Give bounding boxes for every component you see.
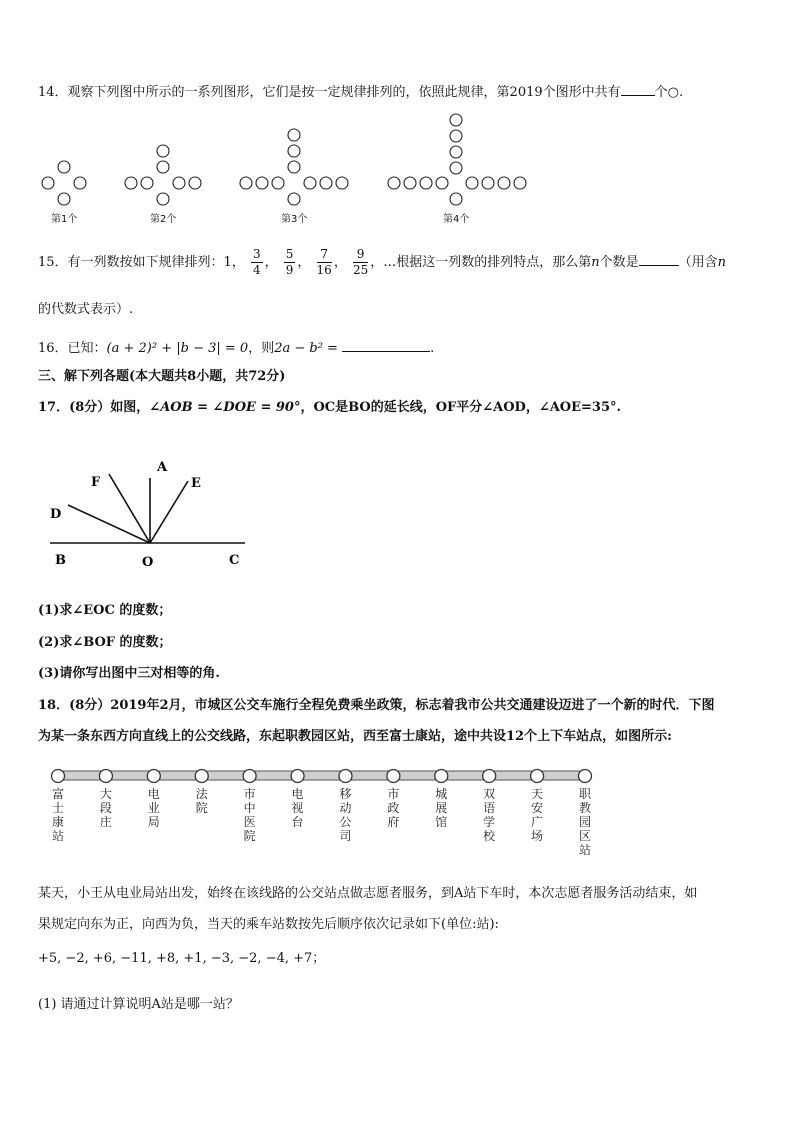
station-label: 大段庄 <box>99 787 112 829</box>
q17-text-after: ，OC是BO的延长线，OF平分∠AOD，∠AOE=35°. <box>300 400 622 415</box>
point-o-label: O <box>142 555 154 570</box>
q15-var-n: n <box>591 255 600 270</box>
q18-para1-line2: 果规定向东为正，向西为负，当天的乘车站数按先后顺序依次记录如下(单位:站): <box>38 917 499 932</box>
q17-sub3: (3)请你写出图中三对相等的角. <box>38 666 220 681</box>
q17-sub2: (2)求∠BOF 的度数； <box>38 635 172 650</box>
q14-fig1-circle <box>42 177 54 189</box>
route-band <box>58 771 585 780</box>
bus-route-figure <box>0 760 794 790</box>
bus-stop-marker <box>243 770 256 783</box>
bus-stop-marker <box>579 770 592 783</box>
q14-fig2-circle <box>157 161 169 173</box>
point-d-label: D <box>50 507 62 522</box>
q14-fig3-circle <box>288 161 300 173</box>
q14-fig2-circle <box>141 177 153 189</box>
q14-fig4-circle <box>420 177 432 189</box>
station-label: 电业局 <box>147 787 160 829</box>
section-heading: 三、解下列各题(本大题共8小题，共72分) <box>38 369 286 384</box>
q14-fig4-circle <box>404 177 416 189</box>
q14-fig3-circle <box>288 145 300 157</box>
q15-text: 15．有一列数按如下规律排列：1， $\frac{3}{4}$ ， $\frac{5}{9}$ ， $\frac{7}{16}$ ， $\frac{9}{25}$ ，…根据这一列数的排列特点，那么第n个数是 （用含n <box>38 247 727 277</box>
q14-text <box>38 83 683 102</box>
station-label: 移动公司 <box>339 787 352 843</box>
q14-fig1-label: 第1个 <box>51 214 78 225</box>
point-e-label: E <box>191 476 201 491</box>
q15-text-before: 15．有一列数按如下规律排列：1， <box>38 255 245 270</box>
bus-stop-marker <box>531 770 544 783</box>
q15-text-line2: 的代数式表示）. <box>38 302 134 317</box>
q14-fig4-circle <box>466 177 478 189</box>
q14-fig1-circle <box>58 193 70 205</box>
bus-stop-marker <box>483 770 496 783</box>
station-label: 市政府 <box>387 787 400 829</box>
q14-fig2-circle <box>157 145 169 157</box>
q14-fig1-circle <box>58 161 70 173</box>
q16-text-before: 16．已知： <box>38 341 107 356</box>
q15-fraction: $\frac{9}{25}$ <box>352 247 369 277</box>
q16-answer-blank[interactable] <box>342 339 430 352</box>
q15-var-n: n <box>717 255 727 270</box>
q18-para1-line1: 某天，小王从电业局站出发，始终在该线路的公交站点做志愿者服务，到A站下车时，本次志愿者服务活动结束，如 <box>38 886 698 901</box>
q14-fig3-circle <box>288 129 300 141</box>
q14-fig3-circle <box>288 193 300 205</box>
q14-fig3-circle <box>256 177 268 189</box>
q14-fig4-circle <box>436 177 448 189</box>
station-label: 电视台 <box>291 787 304 829</box>
q14-text-before: 14．观察下列图中所示的一系列图形，它们是按一定规律排列的，依照此规律，第2019个图形中共有 <box>38 85 621 100</box>
q14-fig2-circle <box>125 177 137 189</box>
q17-angle-eq: ∠AOB = ∠DOE = 90° <box>149 400 301 415</box>
q14-fig4-circle <box>388 177 400 189</box>
q14-fig3-circle <box>304 177 316 189</box>
station-label: 双语学校 <box>483 787 496 843</box>
q14-fig3-label: 第3个 <box>281 214 308 225</box>
q15-fraction: $\frac{7}{16}$ <box>316 247 332 277</box>
q17-text <box>38 399 621 417</box>
bus-stop-marker <box>339 770 352 783</box>
q14-fig4-label: 第4个 <box>443 214 470 225</box>
station-label: 富士康站 <box>51 787 64 843</box>
q17-figure <box>0 450 300 580</box>
q14-fig3-circle <box>320 177 332 189</box>
q14-fig1-circle <box>74 177 86 189</box>
station-label: 法院 <box>195 787 208 815</box>
ray-oe <box>150 481 188 543</box>
q17-sub1: (1)求∠EOC 的度数； <box>38 603 172 618</box>
q18-sub1: (1) 请通过计算说明A站是哪一站？ <box>38 997 239 1012</box>
q14-fig3-circle <box>272 177 284 189</box>
q16-text <box>38 339 434 358</box>
q14-figure <box>0 110 794 225</box>
ray-od <box>68 505 150 543</box>
q14-fig4-circle <box>498 177 510 189</box>
q14-fig4-circle <box>450 130 462 142</box>
q14-fig2-circle <box>157 193 169 205</box>
point-a-label: A <box>157 460 168 475</box>
q14-fig4-circle <box>514 177 526 189</box>
station-label: 市中医院 <box>243 787 256 843</box>
bus-stop-marker <box>195 770 208 783</box>
q15-fraction: $\frac{5}{9}$ <box>285 247 294 277</box>
point-f-label: F <box>91 475 101 490</box>
q18-line2: 为某一条东西方向直线上的公交线路，东起职教园区站，西至富士康站，途中共设12个上下车站点，如图所示: <box>38 729 672 744</box>
q14-fig2-label: 第2个 <box>150 214 177 225</box>
q16-text-mid: ，则 <box>248 341 275 356</box>
bus-stop-marker <box>99 770 112 783</box>
q14-fig3-circle <box>240 177 252 189</box>
bus-stop-marker <box>387 770 400 783</box>
q16-equation: (a + 2)² + |b − 3| = 0 <box>106 341 249 356</box>
q14-text-after: 个○. <box>654 85 684 100</box>
q14-fig4-circle <box>482 177 494 189</box>
station-label: 天安广场 <box>531 787 544 843</box>
q14-fig4-circle <box>450 193 462 205</box>
q15-text-after: （用含 <box>678 255 718 270</box>
bus-stop-marker <box>435 770 448 783</box>
q14-fig3-circle <box>336 177 348 189</box>
q14-fig2-circle <box>173 177 185 189</box>
point-c-label: C <box>229 553 240 568</box>
bus-stop-marker <box>291 770 304 783</box>
q17-text-before: 17．(8分）如图， <box>38 400 150 415</box>
point-b-label: B <box>55 553 66 568</box>
q14-fig4-circle <box>450 146 462 158</box>
q14-fig4-circle <box>450 114 462 126</box>
q14-answer-blank[interactable] <box>621 83 655 96</box>
q16-expression: 2a − b² = <box>274 341 338 356</box>
q15-fraction: $\frac{3}{4}$ <box>252 247 261 277</box>
bus-stop-marker <box>52 770 65 783</box>
q15-text-mid: ，…根据这一列数的排列特点，那么第 <box>370 255 592 270</box>
q14-fig4-circle <box>450 162 462 174</box>
q15-answer-blank[interactable] <box>639 253 679 266</box>
station-label: 城展馆 <box>435 787 448 829</box>
q16-text-after: . <box>430 341 435 356</box>
q18-line1: 18．(8分）2019年2月，市城区公交车施行全程免费乘坐政策，标志着我市公共交通建设迈进了一个新的时代．下图 <box>38 698 715 713</box>
q18-record: +5, −2, +6, −11, +8, +1, −3, −2, −4, +7； <box>38 951 326 966</box>
q14-fig2-circle <box>189 177 201 189</box>
bus-stop-marker <box>147 770 160 783</box>
station-label: 职教园区站 <box>578 787 591 857</box>
q15-text-mid2: 个数是 <box>599 255 639 270</box>
